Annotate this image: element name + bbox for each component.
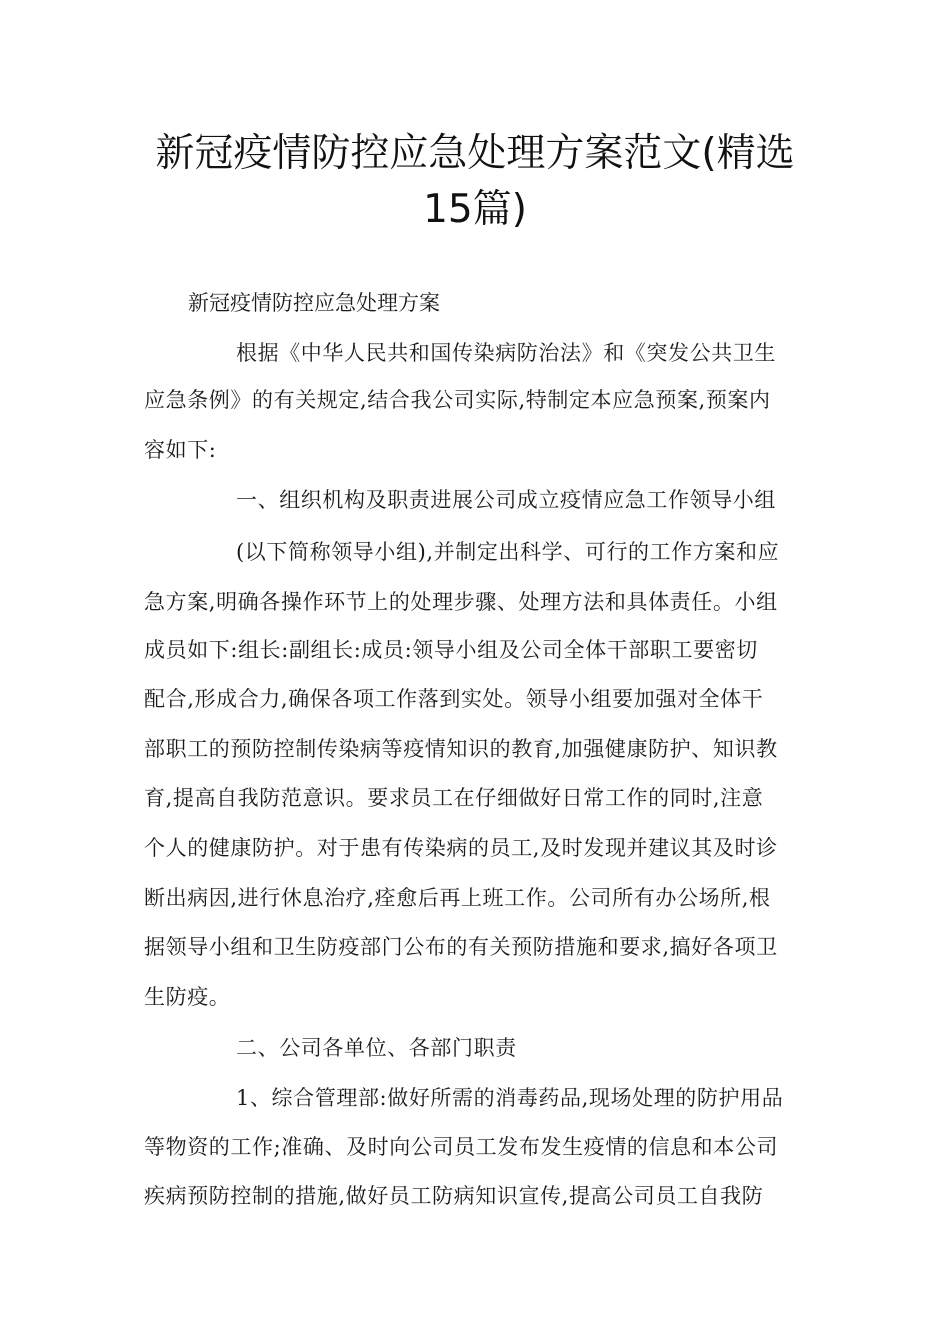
paragraph-line: 根据《中华人民共和国传染病防治法》和《突发公共卫生 xyxy=(236,341,776,365)
section-heading: 二、公司各单位、各部门职责 xyxy=(236,1036,517,1060)
paragraph-line: 容如下: xyxy=(144,438,217,462)
document-title xyxy=(140,126,810,238)
paragraph-line: 急方案,明确各操作环节上的处理步骤、处理方法和具体责任。小组 xyxy=(144,590,778,614)
paragraph-line: 个人的健康防护。对于患有传染病的员工,及时发现并建议其及时诊 xyxy=(144,836,778,860)
paragraph-line: 据领导小组和卫生防疫部门公布的有关预防措施和要求,搞好各项卫 xyxy=(144,935,778,959)
paragraph-line: 应急条例》的有关规定,结合我公司实际,特制定本应急预案,预案内 xyxy=(144,388,771,412)
paragraph-line: 断出病因,进行休息治疗,痊愈后再上班工作。公司所有办公场所,根 xyxy=(144,886,771,910)
paragraph-line: (以下简称领导小组),并制定出科学、可行的工作方案和应 xyxy=(236,540,780,564)
paragraph-line: 等物资的工作;准确、及时向公司员工发布发生疫情的信息和本公司 xyxy=(144,1135,779,1159)
paragraph-line: 生防疫。 xyxy=(144,985,231,1009)
paragraph-line: 部职工的预防控制传染病等疫情知识的教育,加强健康防护、知识教 xyxy=(144,737,778,761)
paragraph-line: 育,提高自我防范意识。要求员工在仔细做好日常工作的同时,注意 xyxy=(144,786,764,810)
paragraph-line: 成员如下:组长:副组长:成员:领导小组及公司全体干部职工要密切 xyxy=(144,638,758,662)
paragraph-line: 配合,形成合力,确保各项工作落到实处。领导小组要加强对全体干 xyxy=(144,687,764,711)
title-line-2: 15篇) xyxy=(423,187,527,232)
title-line-1: 新冠疫情防控应急处理方案范文(精选 xyxy=(155,131,795,176)
paragraph-line: 疾病预防控制的措施,做好员工防病知识宣传,提高公司员工自我防 xyxy=(144,1184,764,1208)
paragraph-line: 1、综合管理部:做好所需的消毒药品,现场处理的防护用品 xyxy=(236,1086,784,1110)
document-subtitle: 新冠疫情防控应急处理方案 xyxy=(188,291,440,315)
paragraph-line: 一、组织机构及职责进展公司成立疫情应急工作领导小组 xyxy=(236,488,776,512)
